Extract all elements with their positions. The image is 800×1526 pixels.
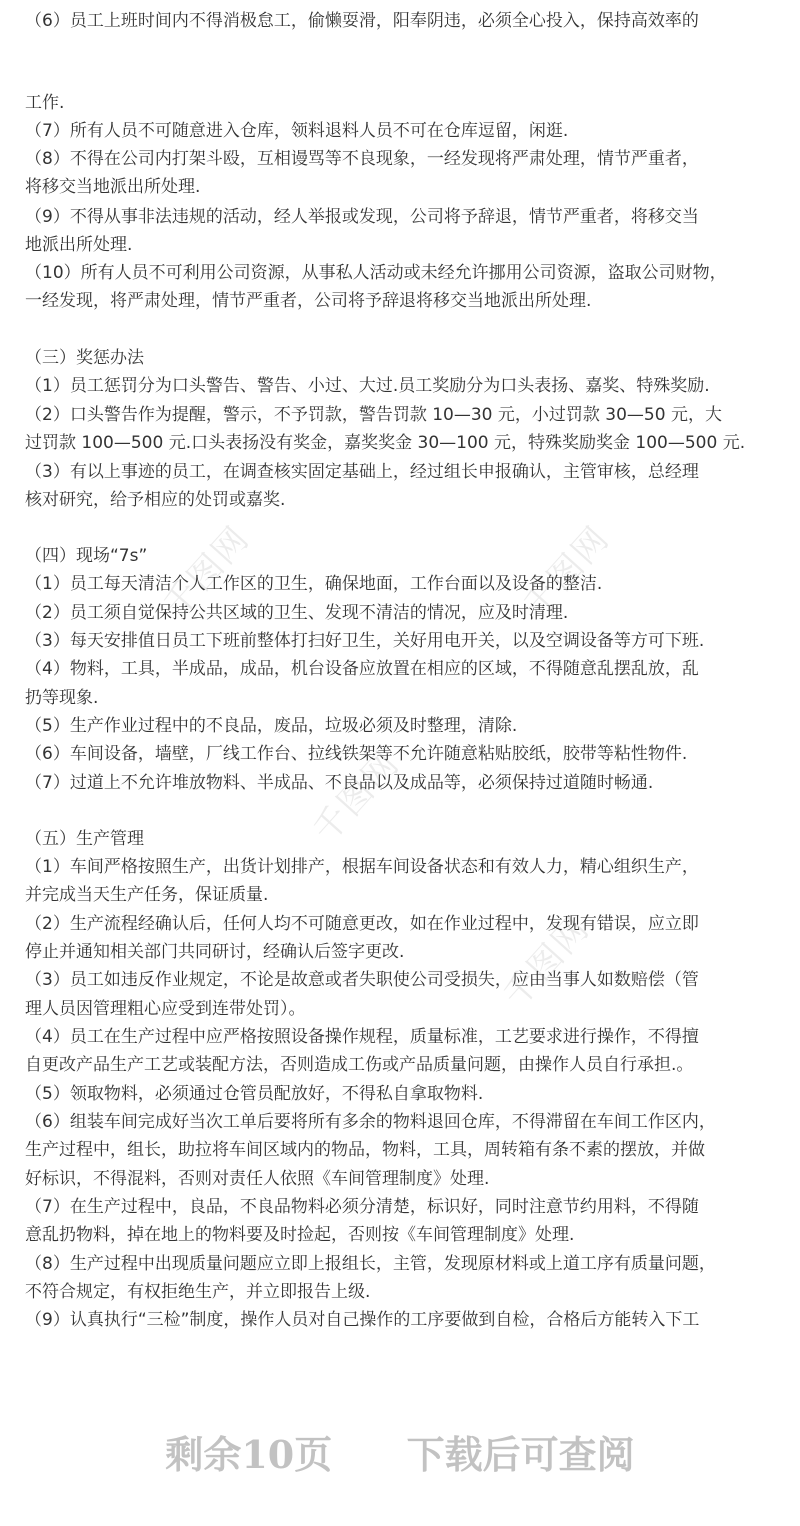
text-line: 工作. [25,93,65,113]
text-line: 并完成当天生产任务，保证质量. [25,885,269,905]
text-line: （7）在生产过程中，良品，不良品物料必须分清楚，标识好，同时注意节约用料，不得随 [25,1197,699,1217]
text-line: 意乱扔物料，掉在地上的物料要及时捡起，否则按《车间管理制度》处理. [25,1225,575,1245]
section-heading-rewards: （三）奖惩办法 [25,348,144,368]
text-line: 过罚款 100—500 元.口头表扬没有奖金，嘉奖奖金 30—100 元，特殊奖励奖金 100—500 元. [25,433,746,453]
text-line: 扔等现象. [25,688,99,708]
text-line: （10）所有人员不可利用公司资源，从事私人活动或未经允许挪用公司资源，盗取公司财物， [25,263,727,283]
text-line: （7）所有人员不可随意进入仓库，领料退料人员不可在仓库逗留，闲逛. [25,121,569,141]
text-line: （3）有以上事迹的员工，在调查核实固定基础上，经过组长申报确认，主管审核，总经理 [25,462,699,482]
text-line: （7）过道上不允许堆放物料、半成品、不良品以及成品等，必须保持过道随时畅通. [25,773,654,793]
text-line: （5）生产作业过程中的不良品，废品，垃圾必须及时整理，清除. [25,716,518,736]
clipped-top-line [25,0,785,2]
text-line: （9）认真执行“三检”制度，操作人员对自己操作的工序要做到自检，合格后方能转入下工 [25,1310,700,1330]
text-line: 停止并通知相关部门共同研讨，经确认后签字更改. [25,942,405,962]
text-line: 不符合规定，有权拒绝生产，并立即报告上级. [25,1282,371,1302]
text-line: 地派出所处理. [25,235,133,255]
text-line: （6）组装车间完成好当次工单后要将所有多余的物料退回仓库，不得滞留在车间工作区内， [25,1112,716,1132]
text-line: 一经发现，将严肃处理，情节严重者，公司将予辞退将移交当地派出所处理. [25,291,592,311]
text-line: 生产过程中，组长，助拉将车间区域内的物品，物料，工具，周转箱有条不素的摆放，并做 [25,1140,705,1160]
text-line: （2）员工须自觉保持公共区域的卫生、发现不清洁的情况，应及时清理. [25,603,569,623]
watermark-4: 千图网 [495,908,598,1016]
text-line: （8）不得在公司内打架斗殴，互相谩骂等不良现象，一经发现将严肃处理，情节严重者， [25,149,699,169]
text-line: 核对研究，给予相应的处罚或嘉奖. [25,490,286,510]
text-line: （1）员工每天清洁个人工作区的卫生，确保地面，工作台面以及设备的整洁. [25,574,603,594]
section-heading-production: （五）生产管理 [25,829,144,849]
text-line: （1）车间严格按照生产，出货计划排产，根据车间设备状态和有效人力，精心组织生产， [25,857,699,877]
text-line: （1）员工惩罚分为口头警告、警告、小过、大过.员工奖励分为口头表扬、嘉奖、特殊奖励. [25,376,710,396]
remaining-pages-label: 剩余10页 [165,1432,333,1477]
text-line: （4）员工在生产过程中应严格按照设备操作规程，质量标准，工艺要求进行操作，不得擅 [25,1027,699,1047]
watermark-3: 千图网 [305,743,408,851]
text-line: 自更改产品生产工艺或装配方法，否则造成工伤或产品质量问题，由操作人员自行承担.。 [25,1055,694,1075]
text-line: （9）不得从事非法违规的活动，经人举报或发现，公司将予辞退，情节严重者，将移交当 [25,207,699,227]
text-line: 好标识，不得混料，否则对责任人依照《车间管理制度》处理. [25,1169,490,1189]
text-line: （5）领取物料，必须通过仓管员配放好，不得私自拿取物料. [25,1084,484,1104]
watermark-2: 千图网 [515,518,618,626]
section-heading-7s: （四）现场“7s” [25,546,148,566]
watermark-1: 千图网 [155,518,258,626]
text-line: （8）生产过程中出现质量问题应立即上报组长，主管，发现原材料或上道工序有质量问题， [25,1254,716,1274]
text-line: （3）员工如违反作业规定，不论是故意或者失职使公司受损失，应由当事人如数赔偿（管 [25,970,699,990]
text-line: （6）车间设备，墙壁，厂线工作台、拉线铁架等不允许随意粘贴胶纸，胶带等粘性物件. [25,744,688,764]
clipped-top-text [25,0,785,2]
download-prompt[interactable] [0,1420,800,1490]
text-line: （3）每天安排值日员工下班前整体打扫好卫生，关好用电开关，以及空调设备等方可下班. [25,631,705,651]
text-line: （2）生产流程经确认后，任何人均不可随意更改，如在作业过程中，发现有错误，应立即 [25,914,699,934]
text-line: （2）口头警告作为提醒，警示，不予罚款，警告罚款 10—30 元，小过罚款 30—50 元，大 [25,405,722,425]
download-to-view-label: 下载后可查阅 [406,1432,635,1477]
text-line: 理人员因管理粗心应受到连带处罚）。 [25,999,306,1019]
text-line: 将移交当地派出所处理. [25,177,201,197]
text-line: （6）员工上班时间内不得消极怠工，偷懒耍滑，阳奉阴违，必须全心投入，保持高效率的 [25,11,699,31]
text-line: （4）物料，工具，半成品，成品，机台设备应放置在相应的区域，不得随意乱摆乱放，乱 [25,659,699,679]
